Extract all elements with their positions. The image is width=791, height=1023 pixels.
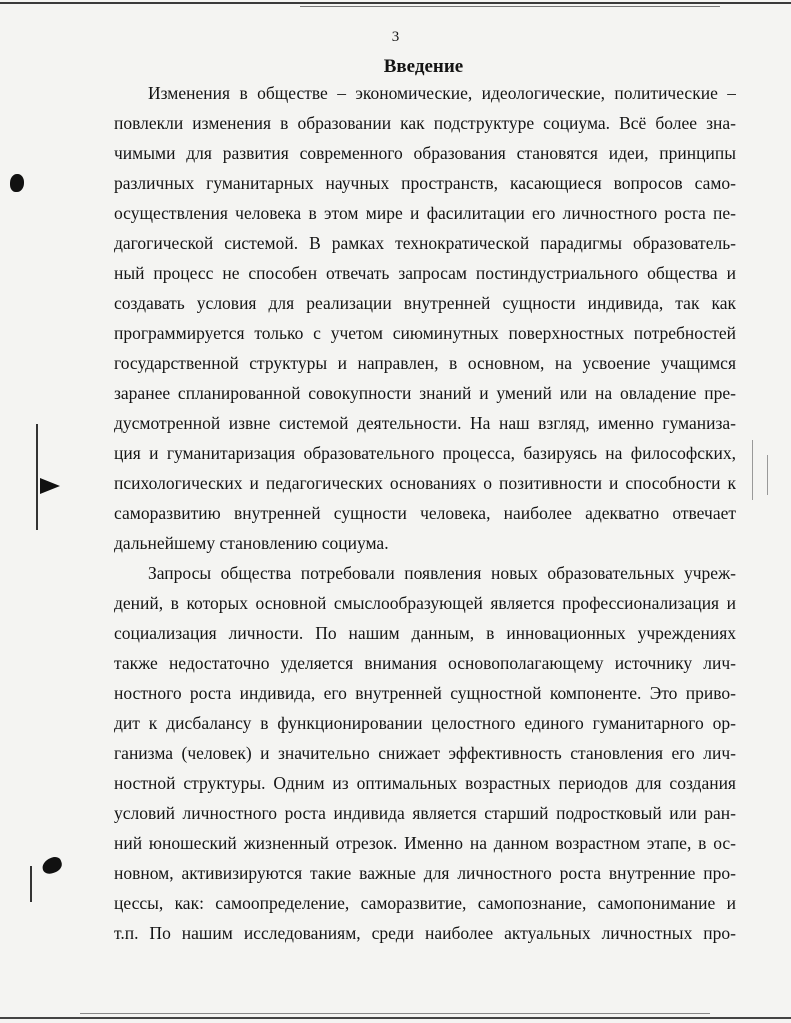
text-line: Запросы общества потребовали появления новых образовательных учреж- bbox=[148, 563, 736, 583]
text-line: заранее спланированной совокупности знаний и умений или на овладение пре- bbox=[114, 383, 736, 403]
scan-margin-line bbox=[30, 866, 32, 902]
scan-edge-top bbox=[0, 2, 791, 4]
scan-blot-mark bbox=[10, 174, 24, 192]
text-line: программируется только с учетом сиюминутных поверхностных потребностей bbox=[114, 323, 736, 343]
text-line: создавать условия для реализации внутренней сущности индивида, так как bbox=[114, 293, 736, 313]
text-line: новном, активизируются такие важные для личностного роста внутренние про- bbox=[114, 863, 736, 883]
scan-blot-mark bbox=[40, 855, 64, 876]
text-line: социализация личности. По нашим данным, в инновационных учреждениях bbox=[114, 623, 736, 643]
text-line: ний юношеский жизненный отрезок. Именно на данном возрастном этапе, в ос- bbox=[114, 833, 736, 853]
text-line: условий личностного роста индивида является старший подростковый или ран- bbox=[114, 803, 736, 823]
text-line: повлекли изменения в образовании как подструктуре социума. Всё более зна- bbox=[114, 113, 736, 133]
text-line: дусмотренной извне системой деятельности. На наш взгляд, именно гуманиза- bbox=[114, 413, 736, 433]
scan-arrow-mark bbox=[40, 478, 60, 494]
text-line: дагогической системой. В рамках технократической парадигмы образователь- bbox=[114, 233, 736, 253]
text-line: ностной структуры. Одним из оптимальных возрастных периодов для создания bbox=[114, 773, 736, 793]
page-number: 3 bbox=[391, 29, 400, 45]
scan-edge-bottom-thin bbox=[80, 1013, 710, 1014]
section-heading: Введение bbox=[383, 56, 464, 77]
text-line: дит к дисбалансу в функционировании целостного единого гуманитарного ор- bbox=[114, 713, 736, 733]
text-line: чимыми для развития современного образования становятся идеи, принципы bbox=[114, 143, 736, 163]
text-line: различных гуманитарных научных пространств, касающиеся вопросов само- bbox=[114, 173, 736, 193]
text-line: Изменения в обществе – экономические, идеологические, политические – bbox=[148, 83, 736, 103]
text-line: ный процесс не способен отвечать запросам постиндустриального общества и bbox=[114, 263, 736, 283]
text-line: ганизма (человек) и значительно снижает эффективность становления его лич- bbox=[114, 743, 736, 763]
text-line: ция и гуманитаризация образовательного процесса, базируясь на философских, bbox=[114, 443, 736, 463]
text-line: саморазвитию внутренней сущности человека, наиболее адекватно отвечает bbox=[114, 503, 736, 523]
scan-speck bbox=[752, 440, 753, 500]
scan-edge-bottom bbox=[0, 1017, 791, 1019]
text-line: государственной структуры и направлен, в основном, на усвоение учащимся bbox=[114, 353, 736, 373]
text-line: психологических и педагогических основаниях о позитивности и способности к bbox=[114, 473, 736, 493]
text-line: дальнейшему становлению социума. bbox=[114, 533, 389, 553]
scan-speck bbox=[767, 455, 768, 495]
scan-margin-line bbox=[36, 424, 38, 530]
text-line: также недостаточно уделяется внимания основополагающему источнику лич- bbox=[114, 653, 736, 673]
text-line: цессы, как: самоопределение, саморазвитие, самопознание, самопонимание и bbox=[114, 893, 736, 913]
text-line: ностного роста индивида, его внутренней сущностной компоненте. Это приво- bbox=[114, 683, 736, 703]
text-line: осуществления человека в этом мире и фасилитации его личностного роста пе- bbox=[114, 203, 736, 223]
body-text bbox=[114, 78, 736, 948]
text-line: дений, в которых основной смыслообразующей является профессионализация и bbox=[114, 593, 736, 613]
text-line: т.п. По нашим исследованиям, среди наиболее актуальных личностных про- bbox=[114, 923, 736, 943]
scan-edge-top-thin bbox=[300, 6, 720, 7]
